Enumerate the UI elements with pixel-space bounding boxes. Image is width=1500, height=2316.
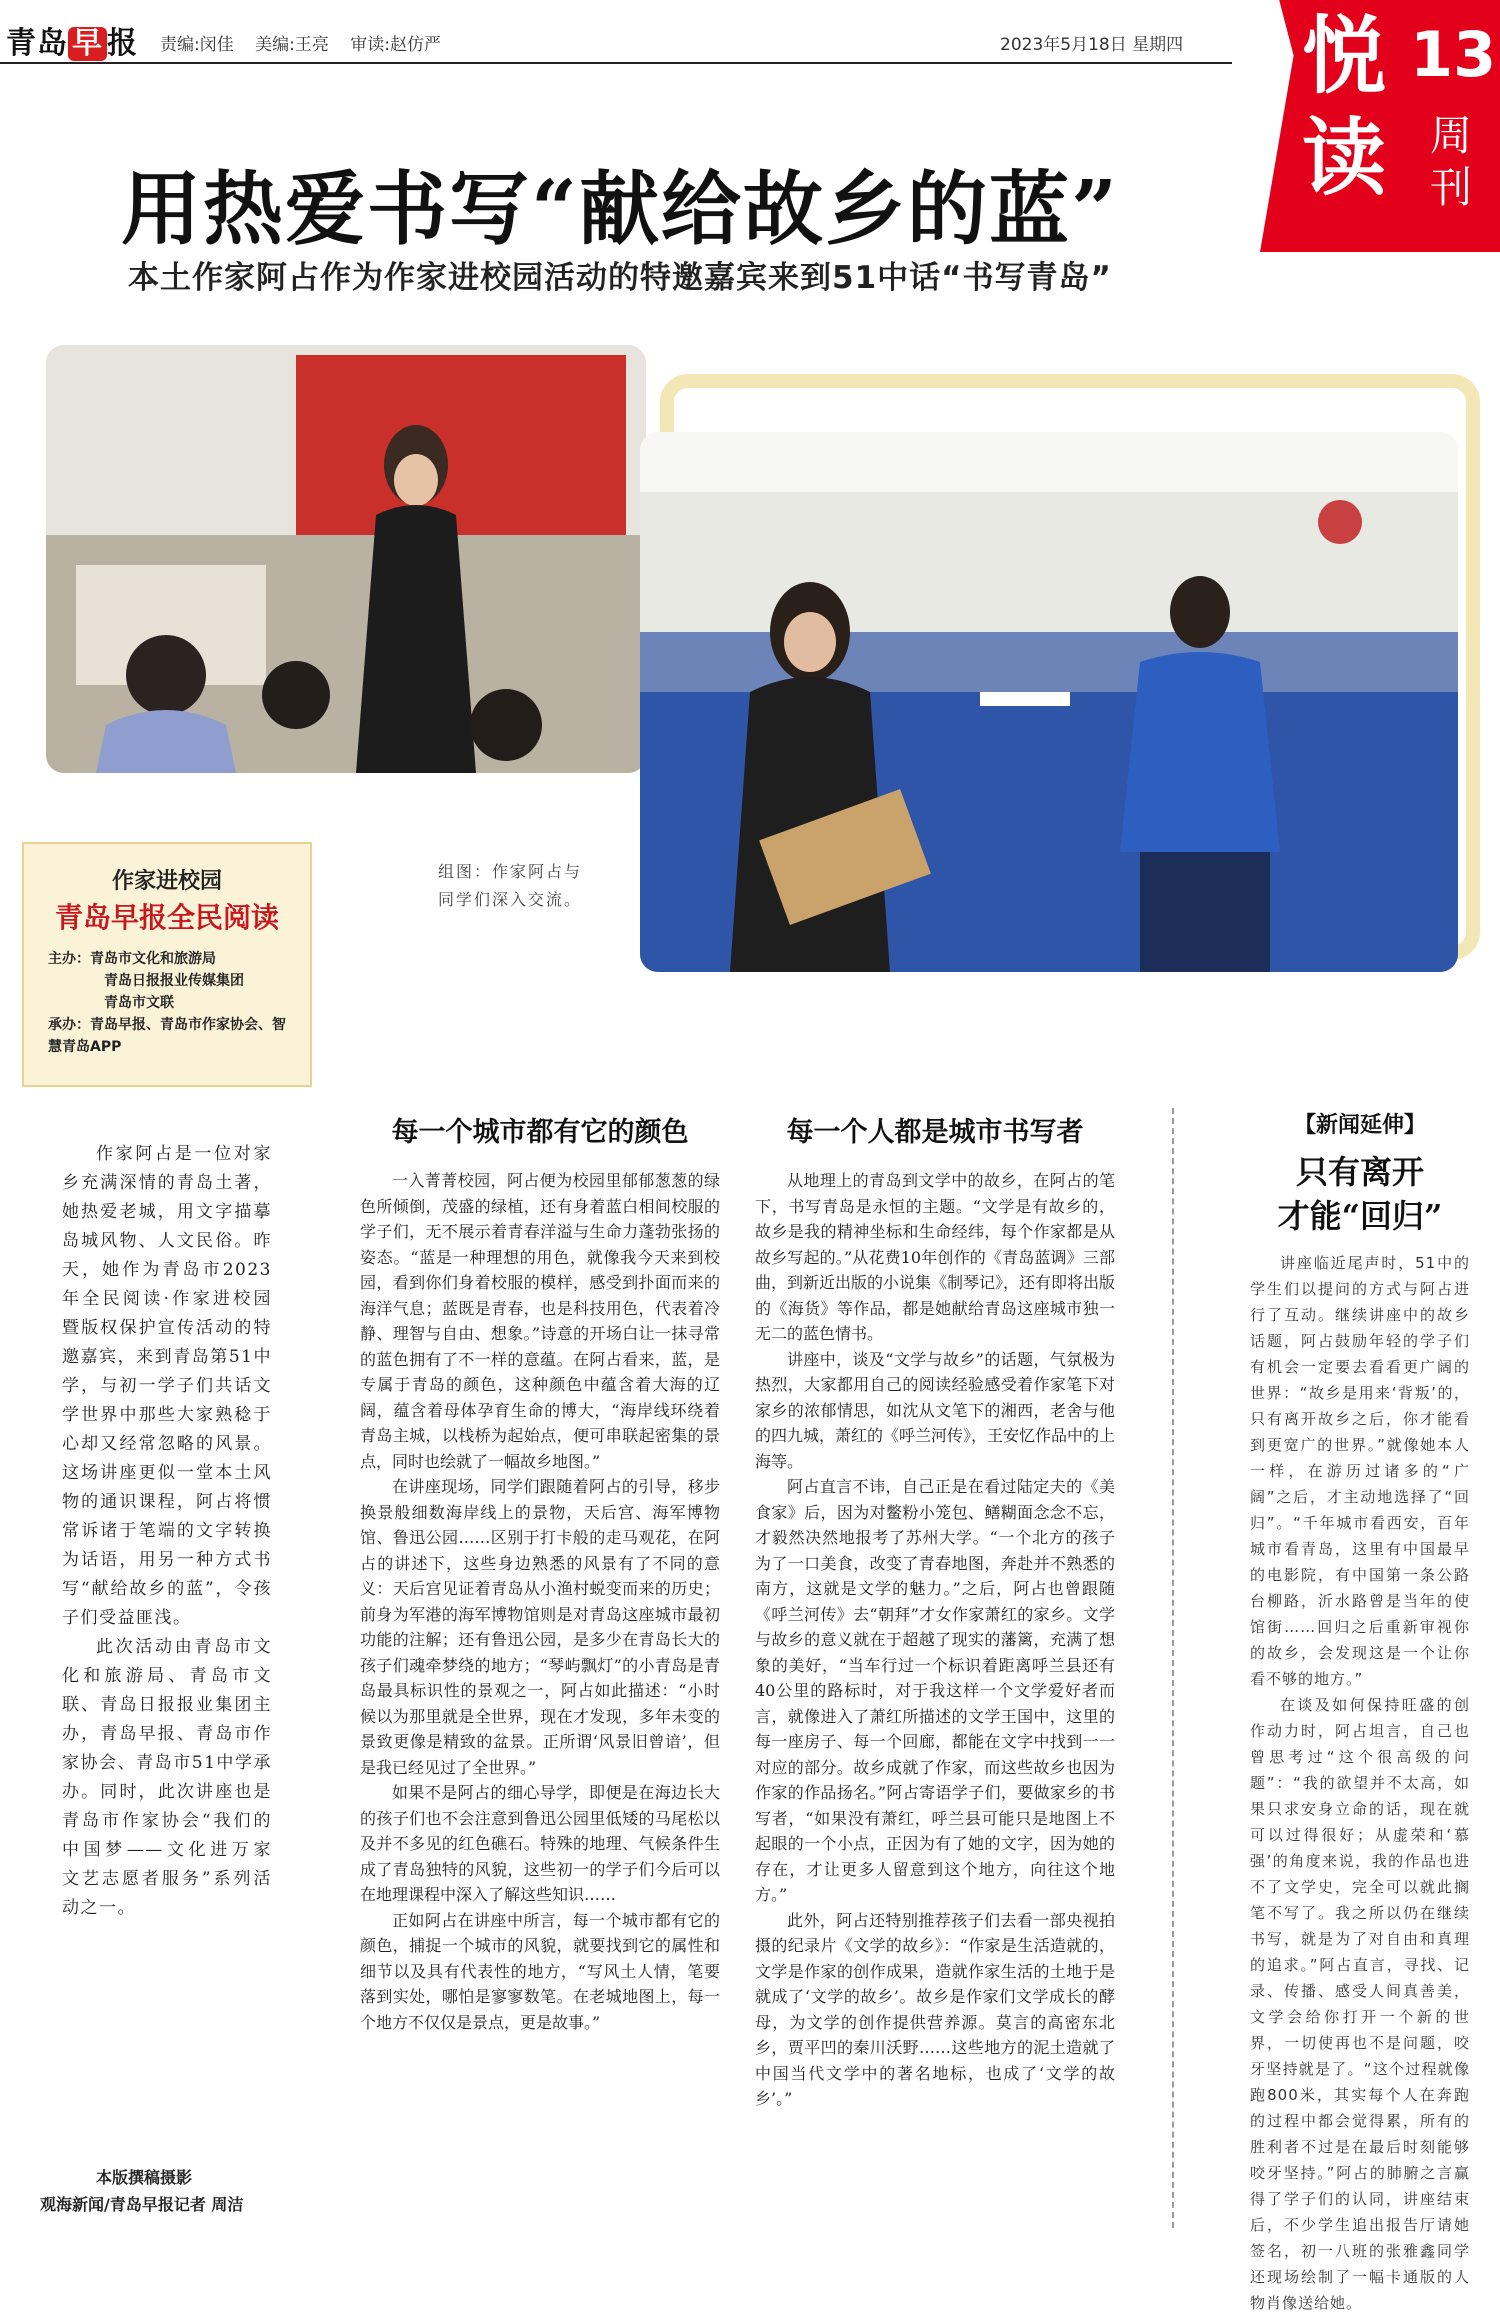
badge-char-yue: 悦 <box>1302 6 1387 105</box>
promo-host-2: 青岛日报报业传媒集团 <box>104 973 244 989</box>
section1-paragraph-4: 正如阿占在讲座中所言，每一个城市都有它的颜色，捕捉一个城市的风貌，就要找到它的属性和细节以及具有代表性的地方，“写风土人情，笔要落到实处，哪怕是寥寥数笔。在老城地图上，每一个地方不仅仅是景点，更是故事。” <box>360 1910 720 2032</box>
section2-paragraph-1: 从地理上的青岛到文学中的故乡，在阿占的笔下，书写青岛是永恒的主题。“文学是有故乡的，故乡是我的精神坐标和生命经纬，每个作家都是从故乡写起的。”从花费10年创作的《青岛蓝调》三部曲，到新近出版的小说集《制琴记》，还有即将出版的《海货》等作品，都是她献给青岛这座城市独一无二的蓝色情书。 <box>755 1171 1116 1343</box>
section-badge <box>1240 0 1500 252</box>
logo-prefix: 青岛 <box>6 26 68 61</box>
lead-paragraph-1: 作家阿占是一位对家乡充满深情的青岛土著，她热爱老城，用文字描摹岛城风物、人文民俗。昨天，她作为青岛市2023年全民阅读·作家进校园暨版权保护宣传活动的特邀嘉宾，来到青岛第51中学，与初一学子们共话文学世界中那些大家熟稔于心却又经常忽略的风景。这场讲座更似一堂本土风物的通识课程，阿占将惯常诉诸于笔端的文字转换为话语，用另一种方式书写“献给故乡的蓝”，令孩子们受益匪浅。 <box>62 1144 272 1628</box>
logo-suffix: 报 <box>107 26 138 61</box>
promo-host-3: 青岛市文联 <box>104 995 174 1011</box>
header-rule <box>0 62 1232 64</box>
section-title-city-color: 每一个城市都有它的颜色 <box>391 1117 689 1148</box>
news-extension-body <box>1250 1250 1470 2316</box>
byline-reporter: 观海新闻/青岛早报记者 周洁 <box>40 2195 244 2214</box>
extension-paragraph-2: 在谈及如何保持旺盛的创作动力时，阿占坦言，自己也曾思考过“这个很高级的问题”：“我的欲望并不太高，如果只求安身立命的话，现在就可以过得很好；从虚荣和‘慕强’的角度来说，我的作品也进不了文学史，完全可以就此搁笔不写了。我之所以仍在继续书写，就是为了对自由和真理的追求。”阿占直言，寻找、记录、传播、感受人间真善美，文学会给你打开一个新的世界，一切使再也不是问题，咬牙坚持就是了。“这个过程就像跑800米，其实每个人在奔跑的过程中都会觉得累，所有的胜利者不过是在最后时刻能够咬牙坚持。”阿占的肺腑之言赢得了学子们的认同，讲座结束后，不少学生追出报告厅请她签名，初一八班的张雅鑫同学还现场绘制了一幅卡通版的人物肖像送给她。 <box>1250 1696 1470 2312</box>
badge-char-du: 读 <box>1302 108 1387 207</box>
logo-mark: 早 <box>68 27 107 61</box>
reviewer-credit: 审读:赵仿严 <box>350 35 442 55</box>
section-title-city-writer: 每一个人都是城市书写者 <box>786 1117 1084 1148</box>
section2-paragraph-3: 阿占直言不讳，自己正是在看过陆定夫的《美食家》后，因为对鳖粉小笼包、鳝糊面念念不忘，才毅然决然地报考了苏州大学。“一个北方的孩子为了一口美食，改变了青春地图，奔赴并不熟悉的南方，这就是文学的魅力。”之后，阿占也曾跟随《呼兰河传》去“朝拜”才女作家萧红的家乡。文学与故乡的意义就在于超越了现实的藩篱，充满了想象的美好，“当车行过一个标识着距离呼兰县还有40公里的路标时，对于我这样一个文学爱好者而言，就像进入了萧红所描述的文学王国中，这里的每一座房子、每一个回廊，都能在文字中找到一一对应的部分。故乡成就了作家，而这些故乡也因为作家的作品扬名。”阿占寄语学子们，要做家乡的书写者，“如果没有萧红，呼兰县可能只是地图上不起眼的一个小点，正因为有了她的文字，因为她的存在，才让更多人留意到这个地方，向往这个地方。” <box>755 1477 1115 1904</box>
promo-organizer: 承办：青岛早报、青岛市作家协会、智慧青岛APP <box>48 1017 286 1055</box>
section1-paragraph-2: 在讲座现场，同学们跟随着阿占的引导，移步换景般细数海岸线上的景物，天后宫、海军博物馆、鲁迅公园……区别于打卡般的走马观花，在阿占的讲述下，这些身边熟悉的风景有了不同的意义：天后宫见证着青岛从小渔村蜕变而来的历史；前身为军港的海军博物馆则是对青岛这座城市最初功能的注解；还有鲁迅公园，是多少在青岛长大的孩子们魂牵梦绕的地方；“琴屿飘灯”的小青岛是青岛最具标识性的景观之一，阿占如此描述：“小时候以为那里就是全世界，现在才发现，多年未变的景致更像是精致的盆景。正所谓‘风景旧曾谙’，但是我已经见过了全世界。” <box>360 1477 720 1777</box>
editor-credit: 责编:闵佳 <box>160 35 234 55</box>
section2-paragraph-2: 讲座中，谈及“文学与故乡”的话题，气氛极为热烈，大家都用自己的阅读经验感受着作家笔下对家乡的浓郁情思，如沈从文笔下的湘西，老舍与他的四九城，萧红的《呼兰河传》，王安忆作品中的上海等。 <box>755 1349 1116 1471</box>
designer-credit: 美编:王亮 <box>255 35 329 55</box>
photo-classroom-illustration <box>640 432 1458 972</box>
extension-paragraph-1: 讲座临近尾声时，51中的学生们以提问的方式与阿占进行了互动。继续讲座中的故乡话题，阿占鼓励年轻的学子们有机会一定要去看看更广阔的世界：“故乡是用来‘背叛’的，只有离开故乡之后，你才能看到更宽广的世界。”就像她本人一样，在游历过诸多的“广阔”之后，才主动地选择了“回归”。“千年城市看西安，百年城市看青岛，这里有中国最早的电影院，有中国第一条公路台柳路，沂水路曾是当年的使馆街……回归之后重新审视你的故乡，会发现这是一个让你看不够的地方。” <box>1250 1254 1470 1688</box>
page-subhead: 本土作家阿占作为作家进校园活动的特邀嘉宾来到51中话“书写青岛” <box>128 260 1112 296</box>
photo-speaker-illustration <box>46 345 646 773</box>
section1-paragraph-3: 如果不是阿占的细心导学，即便是在海边长大的孩子们也不会注意到鲁迅公园里低矮的马尾松以及并不多见的红色礁石。特殊的地理、气候条件生成了青岛独特的风貌，这些初一的学子们今后可以在地理课程中深入了解这些知识…… <box>360 1783 720 1904</box>
photo-speaker-presenting <box>46 345 646 773</box>
extension-title-line-1: 只有离开 <box>1295 1153 1424 1191</box>
promo-host-1: 主办：青岛市文化和旅游局 <box>48 951 216 967</box>
section-city-writer-body <box>755 1168 1115 2112</box>
photo-caption: 组图：作家阿占与同学们深入交流。 <box>438 862 583 909</box>
column-divider <box>1172 1108 1174 2228</box>
page-headline: 用热爱书写“献给故乡的蓝” <box>120 162 1120 256</box>
lead-column <box>62 1140 272 1923</box>
section1-paragraph-1: 一入菁菁校园，阿占便为校园里郁郁葱葱的绿色所倾倒，茂盛的绿植，还有身着蓝白相间校服的学子们，无不展示着青春洋溢与生命力蓬勃张扬的姿态。“蓝是一种理想的用色，就像我今天来到校园，看到你们身着校服的模样，感受到扑面而来的海洋气息；蓝既是青春，也是科技用色，代表着冷静、理智与自由、想象。”诗意的开场白让一抹寻常的蓝色拥有了不一样的意蕴。在阿占看来，蓝，是专属于青岛的颜色，这种颜色中蕴含着大海的辽阔，蕴含着母体孕育生命的博大，“海岸线环绕着青岛主城，以栈桥为起始点，便可串联起密集的景点，同时也绘就了一幅故乡地图。” <box>360 1171 720 1471</box>
page-number: 13 <box>1410 18 1497 91</box>
lead-paragraph-2: 此次活动由青岛市文化和旅游局、青岛市文联、青岛日报报业集团主办，青岛早报、青岛市作家协会、青岛市51中学承办。同时，此次讲座也是青岛市作家协会“我们的中国梦——文化进万家 文艺志愿者服务”系列活动之一。 <box>62 1637 272 1918</box>
promo-body <box>48 948 298 1058</box>
editor-credits <box>160 30 457 55</box>
photo-speaker-with-students <box>640 432 1458 972</box>
section-city-color-body <box>360 1168 720 2035</box>
promo-title: 作家进校园 <box>111 868 222 894</box>
weekly-label: 周刊 <box>1430 111 1473 212</box>
issue-date: 2023年5月18日 星期四 <box>1000 35 1184 55</box>
news-extension-label: 【新闻延伸】 <box>1293 1113 1426 1138</box>
extension-title-line-2: 才能“回归” <box>1277 1197 1443 1235</box>
section2-paragraph-4: 此外，阿占还特别推荐孩子们去看一部央视拍摄的纪录片《文学的故乡》：“作家是生活造就的，文学是作家的创作成果，造就作家生活的土地于是就成了‘文学的故乡’。故乡是作家们文学成长的酵母，为文学的创作提供营养源。莫言的高密东北乡，贾平凹的秦川沃野……这些地方的泥土造就了中国当代文学中的著名地标，也成了‘文学的故乡’。” <box>755 1910 1115 2108</box>
promo-subtitle: 青岛早报全民阅读 <box>54 901 279 934</box>
reading-campaign-box <box>22 842 312 1087</box>
byline-label: 本版撰稿摄影 <box>96 2168 193 2187</box>
newspaper-logo <box>6 24 148 64</box>
news-extension-title <box>1250 1150 1470 1238</box>
